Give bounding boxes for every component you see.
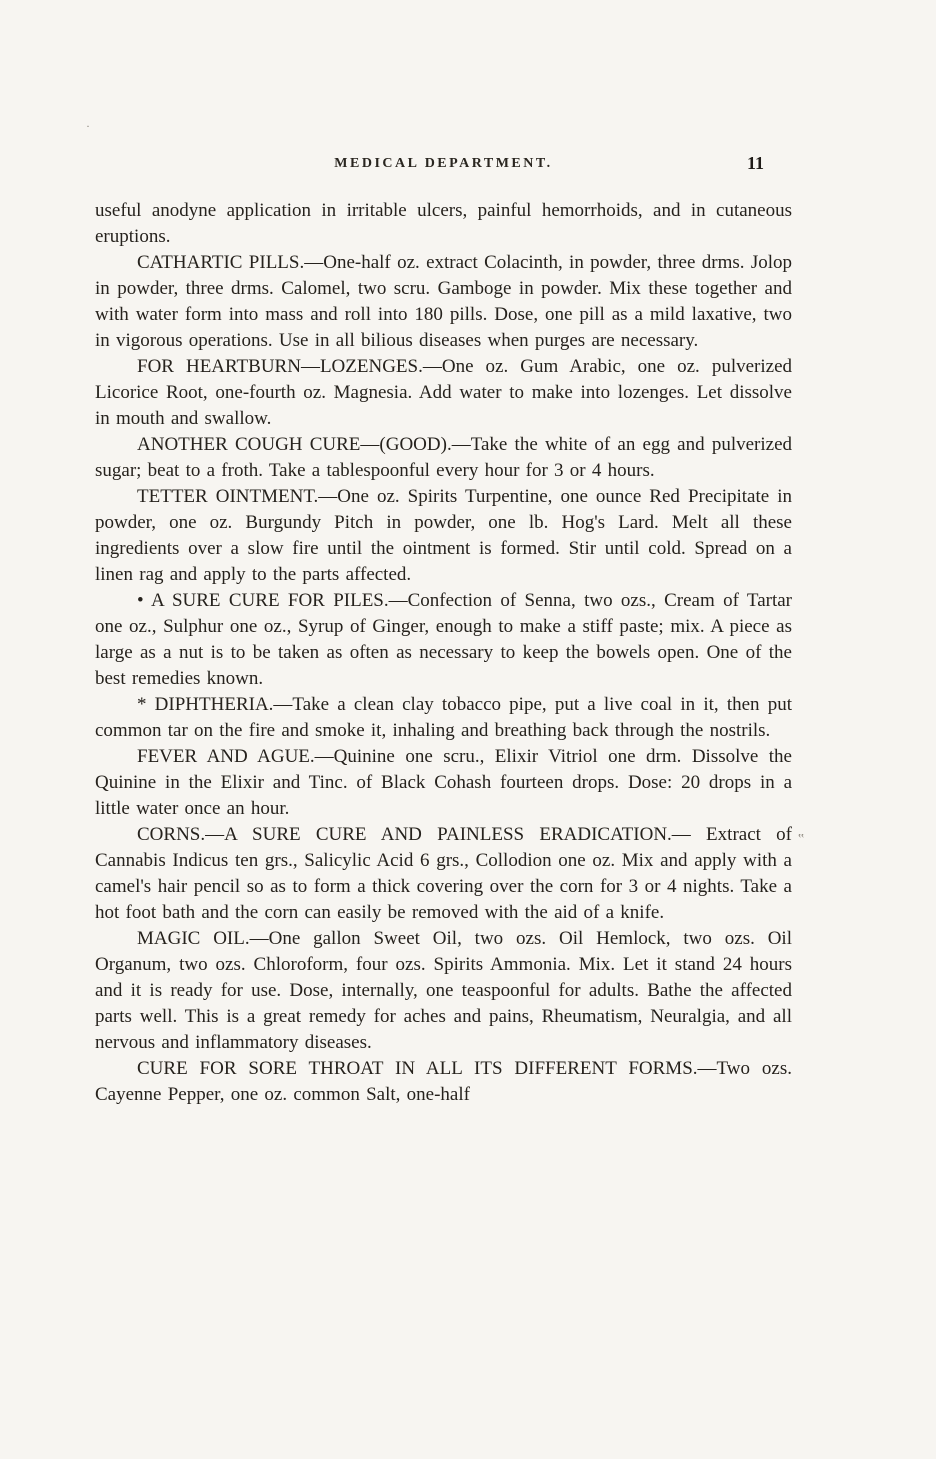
paragraph: CORNS.—A SURE CURE AND PAINLESS ERADICATION.— Extract of Cannabis Indicus ten grs., Salicylic Acid 6 grs., Collodion one oz. Mix and apply with a camel's hair pencil so as to form a thick covering over the corn for 3 or 4 nights. Take a hot foot bath and the corn can easily be removed with the aid of a knife. [95,824,792,923]
paragraph: CATHARTIC PILLS.—One-half oz. extract Colacinth, in powder, three drms. Jolop in powder, three drms. Calomel, two scru. Gamboge in powder. Mix these together and with water form into mass and roll into 180 pills. Dose, one pill as a mild laxative, two in vigorous operations. Use in all bilious diseases when purges are necessary. [95,252,792,351]
text-column [95,153,792,1108]
paragraph: TETTER OINTMENT.—One oz. Spirits Turpentine, one ounce Red Precipitate in powder, one oz. Burgundy Pitch in powder, one lb. Hog's Lard. Melt all these ingredients over a slow fire until the ointment is formed. Stir until cold. Spread on a linen rag and apply to the parts affected. [95,486,792,585]
body-text [95,198,792,1108]
paragraph: FEVER AND AGUE.—Quinine one scru., Elixir Vitriol one drm. Dissolve the Quinine in the Elixir and Tinc. of Black Cohash fourteen drops. Dose: 20 drops in a little water once an hour. [95,746,792,819]
running-title: MEDICAL DEPARTMENT. [334,156,553,171]
page-number: 11 [746,153,764,173]
paragraph: FOR HEARTBURN—LOZENGES.—One oz. Gum Arabic, one oz. pulverized Licorice Root, one-fourth oz. Magnesia. Add water to make into lozenges. Let dissolve in mouth and swallow. [95,356,792,429]
paragraph: CURE FOR SORE THROAT IN ALL ITS DIFFERENT FORMS.—Two ozs. Cayenne Pepper, one oz. common Salt, one-half [95,1058,792,1105]
paragraph: • A SURE CURE FOR PILES.—Confection of Senna, two ozs., Cream of Tartar one oz., Sulphur one oz., Syrup of Ginger, enough to make a stiff paste; mix. A piece as large as a nut is to be taken as often as necessary to keep the bowels open. One of the best remedies known. [95,590,792,689]
running-header [95,153,792,182]
paragraph: ANOTHER COUGH CURE—(GOOD).—Take the white of an egg and pulverized sugar; beat to a froth. Take a tablespoonful every hour for 3 or 4 hours. [95,434,792,481]
scan-artifact: · [86,119,90,133]
paragraph: * DIPHTHERIA.—Take a clean clay tobacco pipe, put a live coal in it, then put common tar on the fire and smoke it, inhaling and breathing back through the nostrils. [95,694,792,741]
paragraph: MAGIC OIL.—One gallon Sweet Oil, two ozs. Oil Hemlock, two ozs. Oil Organum, two ozs. Chloroform, four ozs. Spirits Ammonia. Mix. Let it stand 24 hours and it is ready for use. Dose, internally, one teaspoonful for adults. Bathe the affected parts well. This is a great remedy for aches and pains, Rheumatism, Neuralgia, and all nervous and inflammatory diseases. [95,928,792,1053]
scan-artifact: ‟ [798,832,805,847]
paragraph: useful anodyne application in irritable ulcers, painful hemorrhoids, and in cutaneous eruptions. [95,200,792,247]
